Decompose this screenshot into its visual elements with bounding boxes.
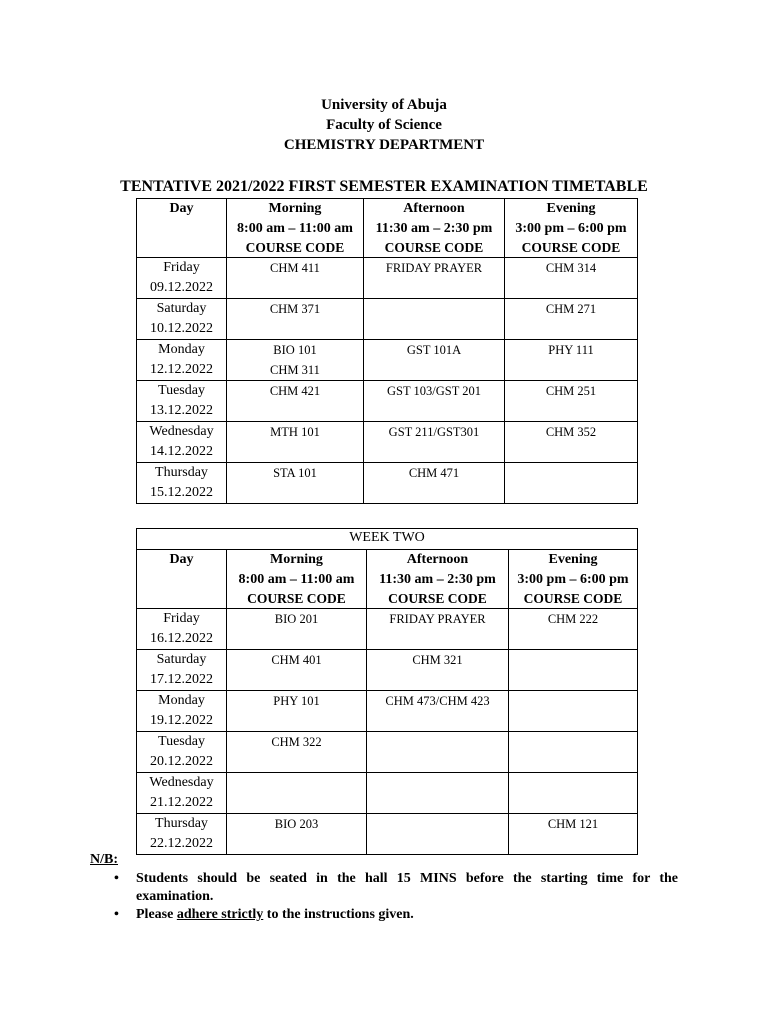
course-code: CHM 321: [412, 653, 463, 667]
note-text-post: to the instructions given.: [263, 907, 414, 922]
day-cell: [137, 650, 227, 691]
evening-cell: [505, 258, 638, 299]
day-cell: [137, 299, 227, 340]
notes-list: [100, 870, 678, 924]
morning-cell: [227, 814, 367, 855]
evening-cell: [505, 422, 638, 463]
course-code: PHY 111: [548, 343, 594, 357]
evening-cell: [509, 814, 638, 855]
morning-column-header: Morning 8:00 am – 11:00 am COURSE CODE: [227, 199, 364, 258]
day-date: 17.12.2022: [150, 672, 213, 687]
day-name: Friday: [163, 611, 200, 626]
morning-cell: [227, 299, 364, 340]
week-label-row: [137, 529, 638, 550]
table-row: [137, 463, 638, 504]
day-date: 09.12.2022: [150, 280, 213, 295]
course-code: CHM 371: [269, 302, 321, 316]
week-one-table: [136, 198, 638, 504]
course-code: CHM 421: [269, 384, 321, 398]
table-row: [137, 299, 638, 340]
course-code: BIO 201: [274, 612, 319, 626]
day-cell: [137, 609, 227, 650]
day-date: 14.12.2022: [150, 444, 213, 459]
table-row: [137, 422, 638, 463]
course-code: CHM 352: [545, 425, 597, 439]
course-code: CHM 251: [545, 384, 597, 398]
table-row: [137, 381, 638, 422]
evening-column-header: Evening 3:00 pm – 6:00 pm COURSE CODE: [509, 550, 638, 609]
morning-cell: [227, 691, 367, 732]
evening-cell: [505, 463, 638, 504]
morning-cell: [227, 258, 364, 299]
header-row: [137, 199, 638, 258]
afternoon-cell: [367, 773, 509, 814]
afternoon-cell: [367, 732, 509, 773]
evening-cell: [505, 299, 638, 340]
day-cell: [137, 463, 227, 504]
course-code: GST 103/GST 201: [386, 384, 481, 398]
day-name: Thursday: [155, 816, 208, 831]
day-cell: [137, 381, 227, 422]
table-row: [137, 814, 638, 855]
evening-cell: [509, 609, 638, 650]
table-row: [137, 340, 638, 381]
day-date: 21.12.2022: [150, 795, 213, 810]
evening-cell: [505, 340, 638, 381]
afternoon-column-header: Afternoon 11:30 am – 2:30 pm COURSE CODE: [364, 199, 505, 258]
afternoon-cell: [367, 691, 509, 732]
table-row: [137, 258, 638, 299]
note-text: Students should be seated in the hall 15 MINS before the starting time for the examination.: [136, 871, 678, 904]
week-one-body: [137, 258, 638, 504]
day-cell: [137, 691, 227, 732]
table-row: [137, 691, 638, 732]
week-two-body: [137, 609, 638, 855]
afternoon-cell: [364, 422, 505, 463]
course-code: CHM 401: [271, 653, 322, 667]
afternoon-cell: [364, 381, 505, 422]
morning-cell: [227, 422, 364, 463]
day-date: 19.12.2022: [150, 713, 213, 728]
afternoon-cell: [364, 463, 505, 504]
course-code: MTH 101: [270, 425, 320, 439]
course-code: CHM 411: [270, 261, 320, 275]
day-date: 16.12.2022: [150, 631, 213, 646]
day-name: Monday: [158, 693, 205, 708]
day-date: 20.12.2022: [150, 754, 213, 769]
evening-cell: [509, 732, 638, 773]
morning-cell: [227, 609, 367, 650]
course-code: CHM 311: [270, 363, 320, 377]
day-name: Friday: [163, 260, 200, 275]
evening-cell: [505, 381, 638, 422]
day-name: Tuesday: [158, 734, 205, 749]
course-code: CHM 121: [547, 817, 599, 831]
day-date: 15.12.2022: [150, 485, 213, 500]
day-column-header: Day: [137, 550, 227, 609]
course-code: GST 211/GST301: [388, 425, 480, 439]
note-text-pre: Please: [136, 907, 177, 922]
morning-cell: [227, 463, 364, 504]
bullet-icon: •: [114, 907, 119, 922]
course-code: CHM 314: [545, 261, 597, 275]
table-row: [137, 773, 638, 814]
day-cell: [137, 732, 227, 773]
notes-heading: N/B:: [90, 852, 118, 867]
course-code: CHM 471: [408, 466, 460, 480]
morning-cell: [227, 381, 364, 422]
course-code: BIO 203: [274, 817, 319, 831]
note-item: [100, 870, 678, 906]
course-code: BIO 101: [273, 343, 317, 357]
faculty-name: Faculty of Science: [326, 117, 442, 133]
course-code: STA 101: [273, 466, 317, 480]
header-row: [137, 550, 638, 609]
afternoon-cell: [367, 814, 509, 855]
afternoon-cell: [364, 340, 505, 381]
day-cell: [137, 422, 227, 463]
day-name: Monday: [158, 342, 205, 357]
evening-cell: [509, 691, 638, 732]
day-name: Saturday: [156, 652, 207, 667]
afternoon-column-header: Afternoon 11:30 am – 2:30 pm COURSE CODE: [367, 550, 509, 609]
course-code: CHM 473/CHM 423: [385, 694, 490, 708]
day-cell: [137, 773, 227, 814]
day-name: Wednesday: [149, 424, 214, 439]
course-code: GST 101A: [406, 343, 462, 357]
morning-cell: [227, 773, 367, 814]
day-cell: [137, 340, 227, 381]
week-two-table: [136, 528, 638, 855]
evening-cell: [509, 773, 638, 814]
timetable-title: TENTATIVE 2021/2022 FIRST SEMESTER EXAMINATION TIMETABLE: [120, 178, 648, 195]
day-name: Saturday: [156, 301, 207, 316]
course-code: PHY 101: [273, 694, 320, 708]
morning-cell: [227, 340, 364, 381]
afternoon-cell: [367, 609, 509, 650]
morning-column-header: Morning 8:00 am – 11:00 am COURSE CODE: [227, 550, 367, 609]
course-code: CHM 222: [547, 612, 599, 626]
day-cell: [137, 258, 227, 299]
afternoon-cell: [367, 650, 509, 691]
day-name: Wednesday: [149, 775, 214, 790]
course-code: CHM 271: [545, 302, 597, 316]
table-row: [137, 650, 638, 691]
department-name: CHEMISTRY DEPARTMENT: [283, 137, 485, 153]
morning-cell: [227, 650, 367, 691]
day-column-header: Day: [137, 199, 227, 258]
afternoon-cell: [364, 299, 505, 340]
course-code: FRIDAY PRAYER: [385, 261, 483, 275]
day-name: Thursday: [155, 465, 208, 480]
day-cell: [137, 814, 227, 855]
day-date: 12.12.2022: [150, 362, 213, 377]
table-row: [137, 609, 638, 650]
bullet-icon: •: [114, 871, 119, 886]
day-date: 13.12.2022: [150, 403, 213, 418]
course-code: CHM 322: [271, 735, 322, 749]
day-date: 10.12.2022: [150, 321, 213, 336]
university-name: University of Abuja: [321, 97, 447, 113]
evening-column-header: Evening 3:00 pm – 6:00 pm COURSE CODE: [505, 199, 638, 258]
note-text-emphasis: adhere strictly: [176, 907, 264, 922]
table-row: [137, 732, 638, 773]
note-item: [100, 906, 678, 924]
course-code: FRIDAY PRAYER: [389, 612, 486, 626]
afternoon-cell: [364, 258, 505, 299]
day-date: 22.12.2022: [150, 836, 213, 851]
week-two-label: WEEK TWO: [137, 529, 638, 550]
evening-cell: [509, 650, 638, 691]
morning-cell: [227, 732, 367, 773]
day-name: Tuesday: [158, 383, 205, 398]
